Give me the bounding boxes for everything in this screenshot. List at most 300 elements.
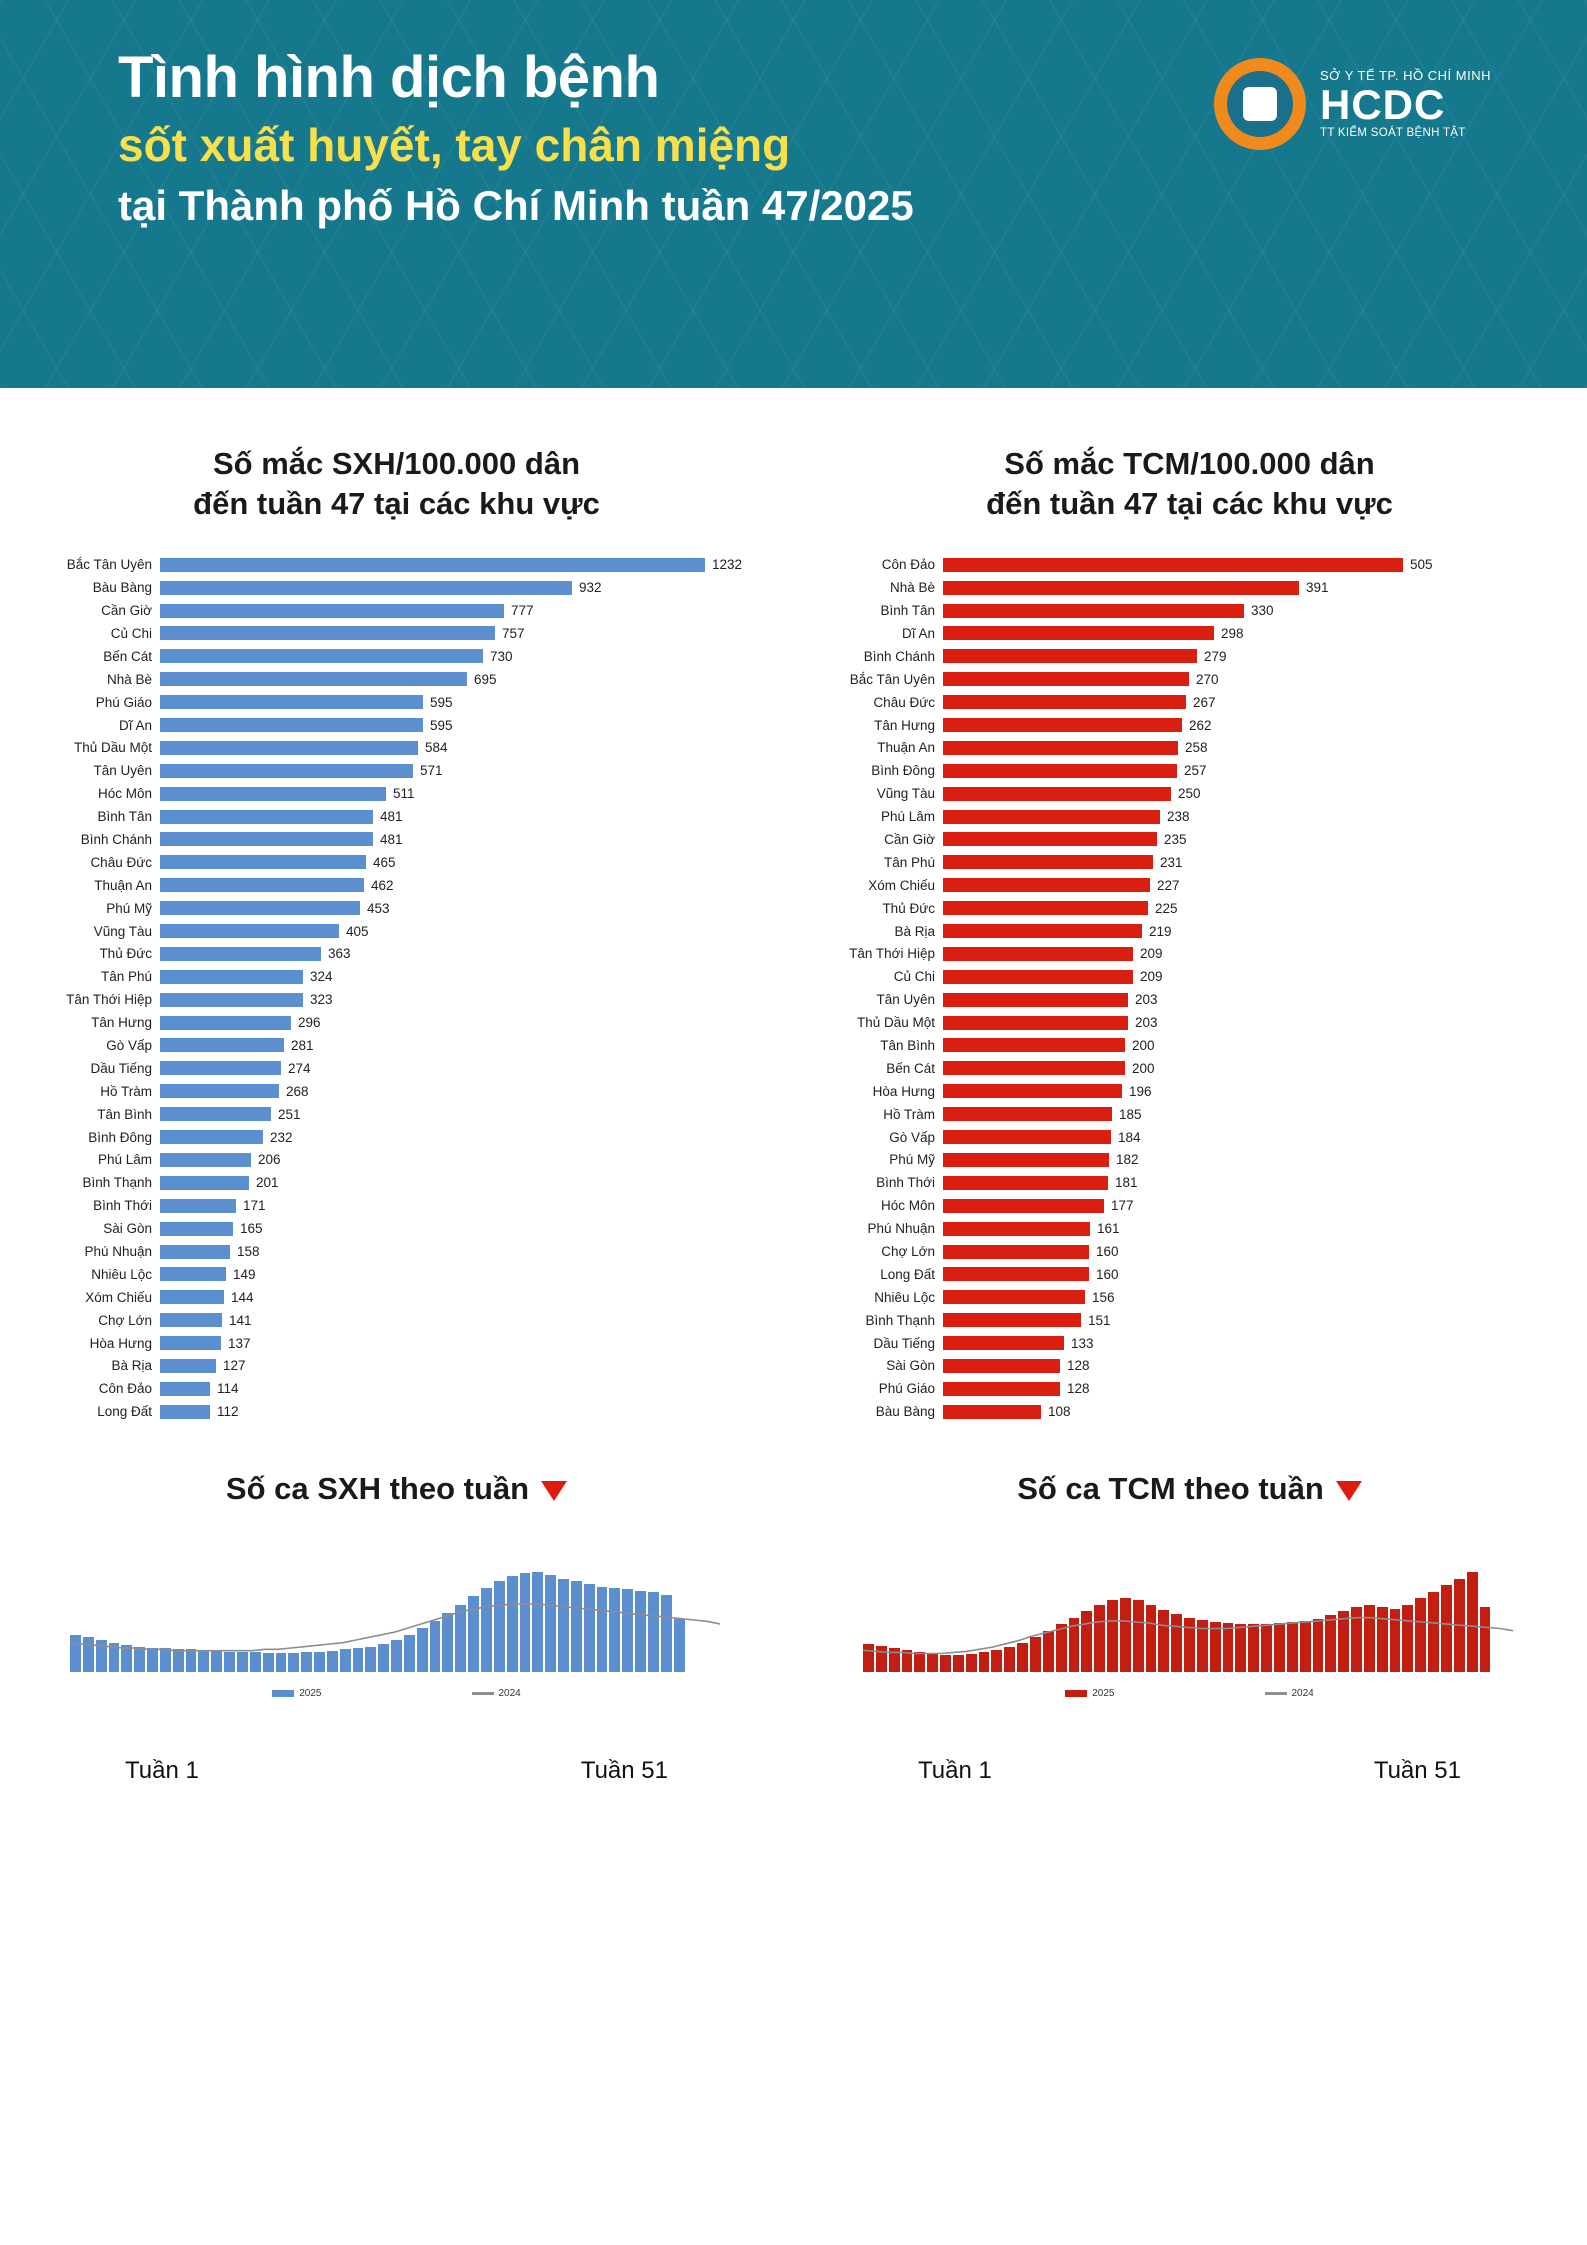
weekly-bar xyxy=(1248,1624,1259,1672)
bar-fill xyxy=(160,558,705,572)
bar-label: Dầu Tiếng xyxy=(90,1060,152,1076)
bar-track xyxy=(943,924,1556,939)
bar-label: Nhà Bè xyxy=(889,580,935,596)
bar-label: Bến Cát xyxy=(103,648,152,664)
bar-label: Tân Hưng xyxy=(874,717,935,733)
bar-value: 141 xyxy=(229,1312,252,1328)
bar-label: Sài Gòn xyxy=(886,1358,935,1374)
bar-label: Tân Hưng xyxy=(91,1015,152,1031)
logo-line-2: HCDC xyxy=(1320,80,1446,128)
bar-fill xyxy=(160,649,483,663)
bar-row xyxy=(0,782,763,805)
bar-row xyxy=(0,1263,763,1286)
bar-label: Vũng Tàu xyxy=(876,786,935,802)
bar-row xyxy=(793,1057,1556,1080)
bar-track xyxy=(943,1244,1556,1259)
bar-track xyxy=(160,603,763,618)
bar-track xyxy=(160,649,763,664)
weekly-bar xyxy=(1261,1624,1272,1672)
bar-fill xyxy=(160,993,303,1007)
bar-row xyxy=(0,920,763,943)
bar-track xyxy=(160,1244,763,1259)
bar-track xyxy=(943,1198,1556,1213)
bar-track xyxy=(160,557,763,572)
bar-row xyxy=(0,691,763,714)
bar-label: Phú Mỹ xyxy=(889,1152,935,1168)
bar-fill xyxy=(160,718,423,732)
bar-track xyxy=(943,809,1556,824)
bar-track xyxy=(160,924,763,939)
bar-fill xyxy=(943,1245,1089,1259)
bar-fill xyxy=(160,1313,222,1327)
weekly-bar xyxy=(597,1587,608,1672)
weekly-bar xyxy=(979,1652,990,1672)
bar-label: Bà Rịa xyxy=(111,1358,152,1374)
sxh-weekly-bars xyxy=(70,1567,723,1672)
weekly-bar xyxy=(224,1652,235,1672)
weekly-bar xyxy=(288,1653,299,1672)
weekly-bar xyxy=(1069,1618,1080,1672)
bar-row xyxy=(0,622,763,645)
bar-fill xyxy=(160,1382,210,1396)
bar-value: 206 xyxy=(258,1152,281,1168)
bar-row xyxy=(793,1217,1556,1240)
bar-fill xyxy=(943,764,1177,778)
weekly-bar xyxy=(1274,1623,1285,1672)
bar-row xyxy=(793,851,1556,874)
bar-track xyxy=(160,1175,763,1190)
bar-value: 1232 xyxy=(712,557,743,573)
bar-label: Xóm Chiếu xyxy=(85,1289,152,1305)
bar-row xyxy=(0,1355,763,1378)
bar-fill xyxy=(160,672,467,686)
bar-value: 270 xyxy=(1196,671,1219,687)
bar-row xyxy=(793,1286,1556,1309)
bar-track xyxy=(160,992,763,1007)
bar-fill xyxy=(160,1107,271,1121)
bar-row xyxy=(793,782,1556,805)
bar-track xyxy=(160,1015,763,1030)
bar-track xyxy=(943,992,1556,1007)
bar-value: 232 xyxy=(270,1129,293,1145)
bar-track xyxy=(943,1290,1556,1305)
bar-label: Long Đất xyxy=(97,1404,152,1420)
bar-label: Tân Uyên xyxy=(93,763,152,779)
bar-fill xyxy=(160,1199,236,1213)
tcm-bar-chart xyxy=(793,553,1586,1423)
weekly-bar xyxy=(1428,1592,1439,1672)
bar-track xyxy=(943,1152,1556,1167)
bar-value: 171 xyxy=(243,1198,266,1214)
bar-fill xyxy=(160,1153,251,1167)
weekly-bar xyxy=(494,1581,505,1672)
bar-label: Thuận An xyxy=(877,740,935,756)
bar-fill xyxy=(160,970,303,984)
bar-value: 181 xyxy=(1115,1175,1138,1191)
weekly-bar xyxy=(507,1576,518,1672)
bar-value: 323 xyxy=(310,992,333,1008)
bar-row xyxy=(793,576,1556,599)
bar-label: Bình Chánh xyxy=(80,831,152,847)
weekly-bar xyxy=(991,1650,1002,1672)
weekly-bar xyxy=(966,1654,977,1672)
weekly-bar xyxy=(876,1646,887,1672)
bar-value: 185 xyxy=(1119,1106,1142,1122)
bar-row xyxy=(793,828,1556,851)
bar-fill xyxy=(943,581,1299,595)
bar-track xyxy=(160,1267,763,1282)
bar-track xyxy=(943,832,1556,847)
tcm-weekly-title xyxy=(793,1471,1586,1507)
bar-fill xyxy=(943,947,1133,961)
bar-row xyxy=(0,1377,763,1400)
bar-value: 505 xyxy=(1410,557,1433,573)
tcm-chart-title xyxy=(793,444,1586,523)
weekly-bar xyxy=(160,1648,171,1672)
weekly-bar xyxy=(417,1628,428,1672)
charts-container xyxy=(0,388,1587,1797)
bar-fill xyxy=(943,1382,1060,1396)
legend-swatch-current xyxy=(272,1690,294,1697)
bar-fill xyxy=(943,1313,1081,1327)
bar-track xyxy=(943,1358,1556,1373)
weekly-bar xyxy=(186,1649,197,1672)
weekly-bar xyxy=(211,1651,222,1672)
weekly-bar xyxy=(532,1572,543,1672)
bar-fill xyxy=(943,672,1189,686)
bar-row xyxy=(793,1149,1556,1172)
bar-value: 363 xyxy=(328,946,351,962)
bar-track xyxy=(943,1084,1556,1099)
sxh-title-line1: Số mắc SXH/100.000 dân xyxy=(212,446,581,481)
bar-value: 196 xyxy=(1129,1083,1152,1099)
bar-fill xyxy=(160,810,373,824)
bar-value: 465 xyxy=(373,854,396,870)
bar-fill xyxy=(160,1267,226,1281)
bar-label: Nhiêu Lộc xyxy=(91,1266,152,1282)
weekly-bar xyxy=(1377,1607,1388,1672)
bar-fill xyxy=(943,1267,1089,1281)
bar-label: Thủ Dầu Một xyxy=(856,1015,935,1031)
weekly-bar xyxy=(1171,1614,1182,1672)
bar-label: Phú Nhuận xyxy=(84,1244,152,1259)
bar-row xyxy=(0,942,763,965)
bar-label: Chợ Lớn xyxy=(881,1244,935,1259)
tcm-weekly-chart xyxy=(793,1567,1586,1797)
panel-sxh xyxy=(0,388,793,1797)
bar-row xyxy=(0,805,763,828)
bar-track xyxy=(160,832,763,847)
weekly-bar xyxy=(250,1652,261,1672)
bar-row xyxy=(0,965,763,988)
bar-fill xyxy=(943,878,1150,892)
legend-swatch-previous xyxy=(472,1692,494,1695)
bar-value: 932 xyxy=(579,580,602,596)
weekly-bar xyxy=(1402,1605,1413,1672)
bar-fill xyxy=(943,1336,1064,1350)
weekly-bar xyxy=(1390,1609,1401,1672)
bar-value: 144 xyxy=(231,1289,254,1305)
bar-fill xyxy=(943,558,1403,572)
bar-fill xyxy=(160,1061,281,1075)
weekly-bar xyxy=(1107,1600,1118,1672)
bar-track xyxy=(160,1313,763,1328)
sxh-weekly-axis xyxy=(70,1757,723,1785)
bar-value: 695 xyxy=(474,671,497,687)
bar-value: 405 xyxy=(346,923,369,939)
bar-label: Bình Tân xyxy=(97,809,152,825)
bar-row xyxy=(793,1400,1556,1423)
logo-emblem-icon xyxy=(1214,58,1306,150)
bar-value: 160 xyxy=(1096,1266,1119,1282)
bar-fill xyxy=(160,855,366,869)
bar-value: 112 xyxy=(217,1404,239,1420)
bar-value: 262 xyxy=(1189,717,1212,733)
bar-track xyxy=(160,1336,763,1351)
bar-label: Châu Đức xyxy=(873,694,935,710)
bar-value: 108 xyxy=(1048,1404,1071,1420)
weekly-bar xyxy=(430,1621,441,1672)
bar-label: Tân Uyên xyxy=(876,992,935,1008)
down-triangle-icon xyxy=(1336,1481,1362,1501)
weekly-bar xyxy=(1313,1619,1324,1672)
bar-fill xyxy=(943,1061,1125,1075)
weekly-bar xyxy=(863,1644,874,1672)
weekly-bar xyxy=(1235,1624,1246,1672)
bar-row xyxy=(0,1332,763,1355)
bar-track xyxy=(160,1038,763,1053)
bar-label: Nhà Bè xyxy=(106,671,152,687)
bar-row xyxy=(0,736,763,759)
bar-row xyxy=(0,1400,763,1423)
logo-line-3: TT KIỂM SOÁT BỆNH TẬT xyxy=(1320,126,1466,139)
bar-fill xyxy=(160,581,572,595)
weekly-bar xyxy=(83,1637,94,1672)
bar-label: Bình Tân xyxy=(880,603,935,619)
bar-track xyxy=(943,1130,1556,1145)
bar-row xyxy=(0,645,763,668)
bar-value: 156 xyxy=(1092,1289,1115,1305)
weekly-bar xyxy=(622,1589,633,1672)
bar-track xyxy=(160,1381,763,1396)
weekly-bar xyxy=(1223,1623,1234,1672)
weekly-bar xyxy=(1454,1579,1465,1672)
bar-track xyxy=(160,763,763,778)
bar-fill xyxy=(943,1359,1060,1373)
weekly-bar xyxy=(1441,1585,1452,1672)
weekly-bar xyxy=(1210,1622,1221,1672)
bar-row xyxy=(0,1011,763,1034)
bar-value: 777 xyxy=(511,603,534,619)
bar-label: Tân Phú xyxy=(100,969,152,985)
bar-track xyxy=(160,580,763,595)
page-header xyxy=(0,0,1587,388)
bar-row xyxy=(793,874,1556,897)
weekly-bar xyxy=(455,1605,466,1672)
bar-track xyxy=(160,695,763,710)
legend-swatch-previous xyxy=(1265,1692,1287,1695)
bar-fill xyxy=(160,764,413,778)
sxh-bar-chart xyxy=(0,553,793,1423)
weekly-bar xyxy=(1351,1607,1362,1672)
bar-track xyxy=(943,1336,1556,1351)
bar-row xyxy=(0,759,763,782)
weekly-bar xyxy=(1043,1631,1054,1672)
bar-row xyxy=(793,965,1556,988)
bar-label: Hóc Môn xyxy=(97,786,152,802)
bar-label: Chợ Lớn xyxy=(98,1312,152,1328)
bar-row xyxy=(0,1057,763,1080)
bar-value: 298 xyxy=(1221,625,1244,641)
bar-track xyxy=(943,1381,1556,1396)
bar-row xyxy=(793,553,1556,576)
bar-row xyxy=(793,736,1556,759)
bar-track xyxy=(160,946,763,961)
bar-value: 203 xyxy=(1135,1015,1158,1031)
bar-track xyxy=(943,1221,1556,1236)
bar-value: 257 xyxy=(1184,763,1207,779)
weekly-bar xyxy=(442,1613,453,1672)
bar-track xyxy=(160,878,763,893)
weekly-bar xyxy=(1480,1607,1491,1672)
weekly-bar xyxy=(902,1650,913,1672)
bar-label: Tân Bình xyxy=(97,1106,152,1122)
weekly-bar xyxy=(365,1647,376,1672)
bar-value: 238 xyxy=(1167,809,1190,825)
bar-fill xyxy=(160,1405,210,1419)
bar-track xyxy=(160,740,763,755)
bar-value: 114 xyxy=(217,1381,239,1397)
weekly-bar xyxy=(1197,1620,1208,1672)
weekly-bar xyxy=(914,1652,925,1672)
bar-fill xyxy=(160,1336,221,1350)
bar-fill xyxy=(160,1130,263,1144)
weekly-bar xyxy=(391,1640,402,1672)
bar-value: 462 xyxy=(371,877,394,893)
bar-track xyxy=(160,809,763,824)
legend-label-current: 2025 xyxy=(299,1688,322,1700)
bar-label: Dĩ An xyxy=(901,625,935,641)
logo-line-1: SỞ Y TẾ TP. HỒ CHÍ MINH xyxy=(1320,68,1491,84)
page-title: Tình hình dịch bệnh xyxy=(118,45,660,110)
bar-fill xyxy=(943,1153,1109,1167)
weekly-bar xyxy=(648,1592,659,1672)
bar-fill xyxy=(160,695,423,709)
bar-label: Hóc Môn xyxy=(880,1198,935,1214)
sxh-title-line2: đến tuần 47 tại các khu vực xyxy=(193,485,600,521)
page-subtitle: sốt xuất huyết, tay chân miệng xyxy=(118,118,791,171)
bar-label: Phú Nhuận xyxy=(867,1221,935,1237)
tcm-weekly-title-text: Số ca TCM theo tuần xyxy=(1017,1471,1324,1507)
bar-value: 160 xyxy=(1096,1244,1119,1259)
bar-track xyxy=(160,1290,763,1305)
bar-label: Tân Bình xyxy=(880,1037,935,1053)
bar-track xyxy=(160,1084,763,1099)
bar-row xyxy=(793,805,1556,828)
bar-row xyxy=(793,622,1556,645)
weekly-bar xyxy=(953,1655,964,1672)
bar-row xyxy=(793,1377,1556,1400)
bar-fill xyxy=(160,741,418,755)
bar-fill xyxy=(943,810,1160,824)
weekly-bar xyxy=(109,1643,120,1672)
weekly-bar xyxy=(481,1588,492,1672)
bar-row xyxy=(793,1240,1556,1263)
bar-label: Châu Đức xyxy=(90,854,152,870)
weekly-bar xyxy=(340,1649,351,1672)
weekly-bar xyxy=(1287,1622,1298,1672)
bar-track xyxy=(943,672,1556,687)
bar-label: Nhiêu Lộc xyxy=(874,1289,935,1305)
bar-track xyxy=(943,603,1556,618)
weekly-bar xyxy=(378,1644,389,1672)
bar-fill xyxy=(160,1222,233,1236)
bar-label: Phú Giáo xyxy=(878,1381,935,1397)
bar-track xyxy=(943,695,1556,710)
bar-fill xyxy=(160,924,339,938)
bar-track xyxy=(943,580,1556,595)
bar-row xyxy=(0,668,763,691)
bar-row xyxy=(793,1034,1556,1057)
bar-value: 182 xyxy=(1116,1152,1139,1168)
bar-label: Bình Chánh xyxy=(863,648,935,664)
bar-fill xyxy=(943,626,1214,640)
bar-track xyxy=(943,1015,1556,1030)
weekly-bar xyxy=(327,1651,338,1672)
bar-value: 127 xyxy=(223,1358,246,1374)
weekly-bar xyxy=(545,1575,556,1672)
tcm-axis-end: Tuần 51 xyxy=(1373,1757,1461,1785)
sxh-weekly-title-text: Số ca SXH theo tuần xyxy=(225,1471,530,1507)
bar-label: Cần Giờ xyxy=(101,603,152,619)
bar-track xyxy=(160,1152,763,1167)
bar-track xyxy=(160,718,763,733)
bar-label: Phú Giáo xyxy=(95,694,152,710)
sxh-weekly-chart xyxy=(0,1567,793,1797)
bar-value: 391 xyxy=(1306,580,1329,596)
bar-fill xyxy=(160,626,495,640)
weekly-bar xyxy=(1184,1618,1195,1672)
bar-value: 481 xyxy=(380,809,403,825)
bar-label: Xóm Chiếu xyxy=(868,877,935,893)
weekly-bar xyxy=(940,1655,951,1672)
bar-row xyxy=(0,1171,763,1194)
bar-value: 209 xyxy=(1140,969,1163,985)
bar-fill xyxy=(943,855,1153,869)
sxh-weekly-title xyxy=(0,1471,793,1507)
bar-label: Bà Rịa xyxy=(894,923,935,939)
bar-label: Hồ Tràm xyxy=(100,1083,152,1099)
bar-value: 177 xyxy=(1111,1198,1134,1214)
weekly-bar xyxy=(1415,1598,1426,1672)
bar-value: 274 xyxy=(288,1060,311,1076)
bar-value: 128 xyxy=(1067,1381,1090,1397)
bar-fill xyxy=(160,1016,291,1030)
bar-label: Bình Thạnh xyxy=(82,1175,152,1191)
legend-label-previous: 2024 xyxy=(498,1688,521,1700)
bar-fill xyxy=(943,993,1128,1007)
sxh-weekly-legend xyxy=(70,1688,723,1699)
weekly-bar xyxy=(674,1619,685,1672)
bar-value: 137 xyxy=(228,1335,251,1351)
tcm-title-line1: Số mắc TCM/100.000 dân xyxy=(1004,446,1375,481)
bar-label: Bình Thới xyxy=(876,1175,935,1191)
bar-track xyxy=(943,718,1556,733)
bar-label: Thủ Đức xyxy=(99,946,152,962)
bar-value: 225 xyxy=(1155,900,1178,916)
bar-label: Bàu Bàng xyxy=(875,1404,935,1420)
bar-label: Bắc Tân Uyên xyxy=(66,557,152,573)
